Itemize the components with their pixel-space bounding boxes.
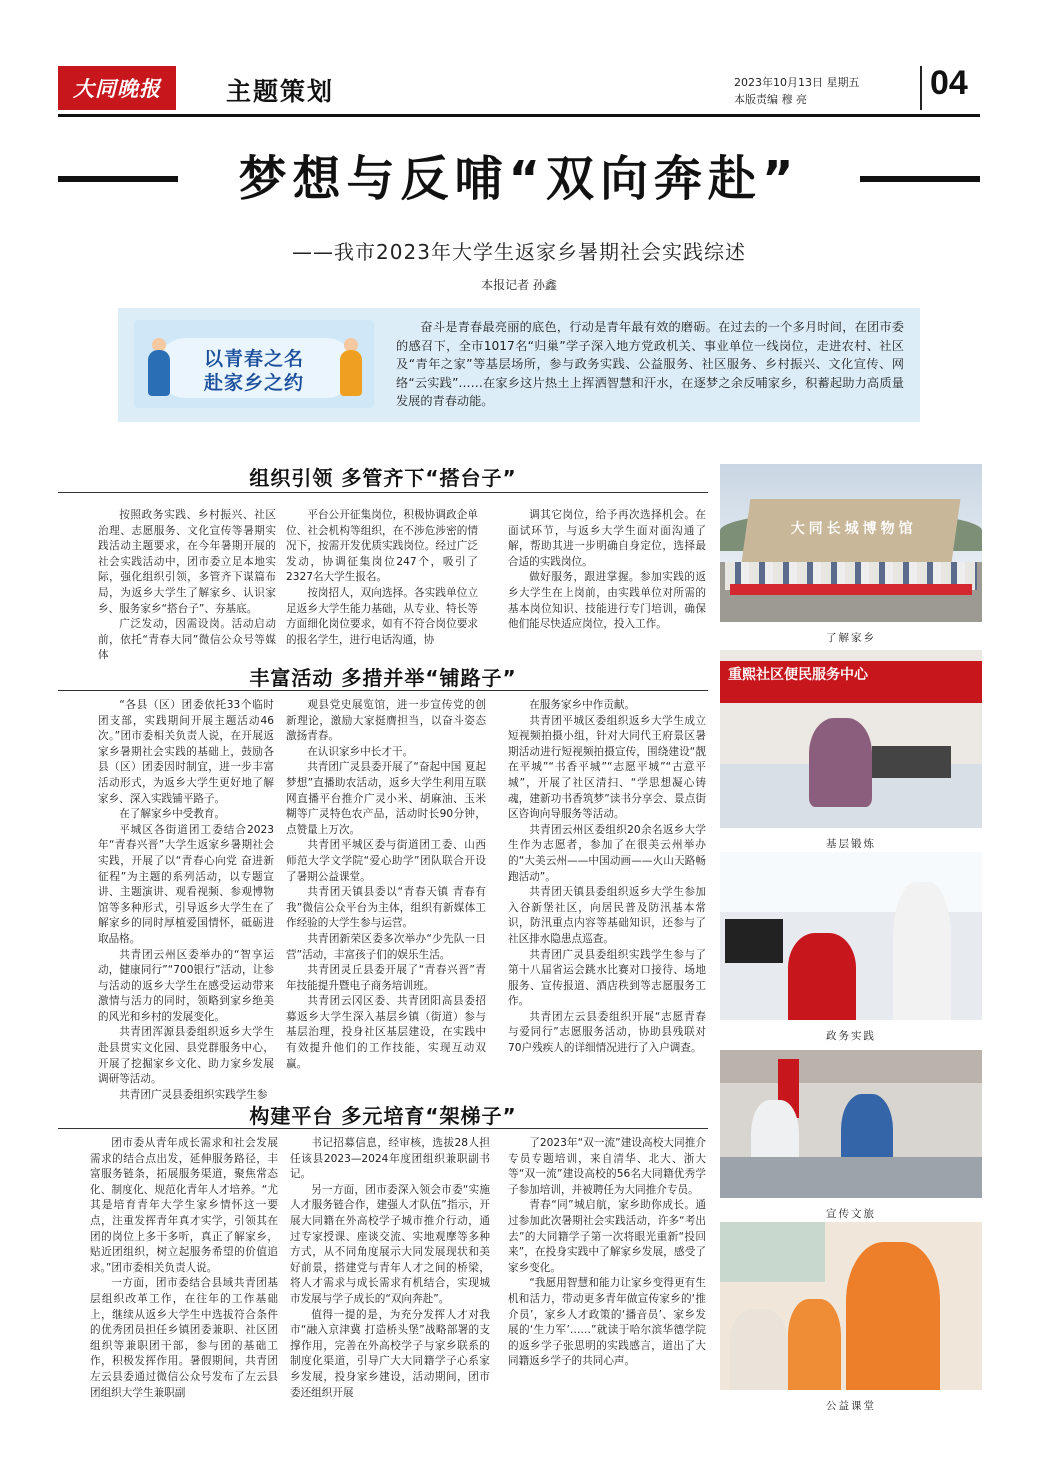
photo-table [720,1157,982,1198]
photo-board [720,1222,825,1282]
paragraph: 共青团云冈区委、共青团阳高县委招募返乡大学生深入基层乡镇（街道）参与基层治理，投身社区基层建设，在实践中有效提升他们的工作技能，实现互动双赢。 [286,995,486,1070]
photo-promotion [720,1050,982,1198]
paragraph: 按照政务实践、乡村振兴、社区治理、志愿服务、文化宣传等暑期实践活动主题要求，在今年暑期开展的社会实践活动中，团市委立足本地实际，强化组织引领，多管齐下谋篇布局，为返乡大学生了解家乡、认识家乡、服务家乡“搭台子”、夯基底。 [98,509,276,615]
page-number: 04 [930,64,968,102]
paragraph: 按岗招人，双向选择。各实践单位立足返乡大学生能力基础，从专业、特长等方面细化岗位要求，如有不符合岗位要求的报名学生，进行电话沟通，协 [286,586,478,646]
paragraph: 共青团广灵县委组织实践学生参与了第十八届省运会跳水比赛对口接待、场地服务、宣传报道、酒店秩到等志愿服务工作。 [508,948,706,1008]
section-name: 主题策划 [226,77,335,106]
photo-volunteer [788,933,856,1020]
section3-col3 [508,1136,706,1436]
photo-ceiling [720,1050,982,1083]
paragraph: 书记招募信息，经审核，选拔28人担任该县2023—2024年度团组织兼职副书记。 [290,1137,490,1181]
paragraph: 共青团广灵县委组织实践学生参 [119,1088,268,1101]
photo-monitor [725,919,783,963]
section2-col2 [286,698,486,1080]
paragraph: 共青团新荣区委多次举办“少先队一日营”活动，丰富孩子们的娱乐生活。 [286,932,486,961]
section3-rule [58,1128,708,1129]
paragraph: 做好服务，跟进掌握。参加实践的返乡大学生在上岗前，由实践单位对所需的基本岗位知识、技能进行专门培训，确保他们能尽快适应岗位，投入工作。 [508,571,706,631]
section1-col1 [98,508,276,662]
section3-heading: 构建平台 多元培育“架梯子” [249,1104,517,1128]
intro-box [118,308,920,422]
masthead [58,62,980,114]
section2-col3 [508,698,706,1080]
edition-info [734,74,860,108]
photo-service [720,852,982,1020]
section1-col2 [286,508,478,648]
paragraph: 共青团浑源县委组织返乡大学生赴县贯实文化园、县党群服务中心，开展了挖掘家乡文化、助力家乡发展调研等活动。 [98,1026,274,1086]
photo-laptop [872,746,951,778]
section2-col1 [98,698,274,1101]
section3-col1 [90,1136,278,1436]
paragraph: 共青团天镇县委组织返乡大学生参加入谷新堡社区，向居民普及防汛基本常识，防汛重点内容等基础知识，还参与了社区排水隐患点巡查。 [508,886,706,945]
byline: 本报记者 孙鑫 [481,278,557,292]
paragraph: 广泛发动，因需设岗。活动启动前，依托“青春大同”微信公众号等媒体 [98,618,276,662]
paragraph: 青春“同”城启航，家乡助你成长。通过参加此次暑期社会实践活动，许多“考出去”的大同籍学子第一次将眼光重新“投回来”，在投身实践中了解家乡发展，感受了家乡变化。 [508,1199,706,1274]
masthead-rule [58,114,980,117]
paragraph: 平台公开征集岗位，积极协调政企单位、社会机构等组织，在不涉危涉密的情况下，按需开发优质实践岗位。经过广泛发动，协调征集岗位247个，吸引了2327名大学生报名。 [286,509,478,584]
photo-banner [730,584,971,595]
paragraph: 观县党史展览馆，进一步宣传党的创新理论，激励大家挺膺担当，以奋斗姿态激扬青春。 [286,699,486,743]
section3-col2 [290,1136,490,1436]
paragraph: 共青团云州区委举办的“智享运动，健康同行”“700银行”活动，让参与活动的返乡大学生在感受运动带来激情与活力的同时，领略到家乡绝美的风光和乡村的发展变化。 [98,948,274,1023]
paragraph: 共青团广灵县委开展了“奋起中国 夏起梦想”直播助农活动，返乡大学生利用互联网直播平台推介广灵小米、胡麻油、玉米糊等广灵特色农产品，活动时长90分钟，点赞量上万次。 [286,761,486,836]
paragraph: 值得一提的是，为充分发挥人才对我市“融入京津冀 打造桥头堡”战略部署的支撑作用，完善在外高校学子与家乡联系的制度化渠道，引导广大大同籍学子心系家乡发展，投身家乡建设，活动期间，团市委还组织开展 [290,1308,490,1399]
intro-text: 奋斗是青春最亮丽的底色，行动是青年最有效的磨砺。在过去的一个多月时间，在团市委的感召下，全市1017名“归巢”学子深入地方党政机关、事业单位一线岗位，走进农村、社区及“青年之家”等基层场所，参与政务实践、公益服务、社区服务、乡村振兴、文化宣传、网络“云实践”……在家乡这片热土上挥洒智慧和汗水，在逐梦之余反哺家乡，积蓄起助力高质量发展的青春动能。 [396,320,904,409]
photo-community [720,650,982,828]
photo-museum [720,464,982,622]
paragraph: 共青团平城区委组织返乡大学生成立短视频拍摄小组，针对大同代王府景区暑期活动进行短视频拍摄宣传，围绕建设“靓在平城”“书香平城”“志愿平城”“古意平城”，开展了社区清扫、“学思想凝心铸魂，建新功书香筑梦”读书分享会、景点街区咨询向导服务等活动。 [508,714,706,821]
paragraph: 在了解家乡中受教育。 [119,808,226,821]
section2-rule [58,690,708,691]
page-editor: 本版责编 穆 亮 [734,93,807,106]
paragraph: 一方面，团市委结合县域共青团基层组织改革工作，在往年的工作基础上，继续从返乡大学生中选拔符合条件的优秀团员担任乡镇团委兼职、社区团组织等兼职团干部，参与团的基础工作，积极发挥作用。暑假期间，共青团左云县委通过微信公众号发布了左云县团组织大学生兼职副 [90,1277,278,1399]
museum-sign: 大同长城博物馆 [790,520,917,537]
section1-col3 [508,508,706,648]
photo-teacher [846,1242,940,1390]
paragraph: 共青团左云县委组织开展“志愿青春 与爱同行”志愿服务活动，协助县残联对70户残疾人的详细情况进行了入户调查。 [508,1010,706,1055]
paragraph: 调其它岗位，给予再次选择机会。在面试环节，与返乡大学生面对面沟通了解，帮助其进一步明确自身定位，选择最合适的实践岗位。 [508,509,706,568]
photo-caption-4: 宣传文旅 [826,1208,876,1220]
paragraph: 团市委从青年成长需求和社会发展需求的结合点出发，延伸服务路径，丰富服务链条，拓展服务渠道，聚焦常态化、制度化、规范化青年人才培养。“尤其是培育青年大学生家乡情怀这一要点，注重发挥青年真才实学，引领其在团的岗位上多干多听，真正了解家乡，贴近团组织，树立起服务希望的价值追求。”团市委相关负责人说。 [90,1137,278,1274]
photo-caption-2: 基层锻炼 [826,838,876,850]
issue-date: 2023年10月13日 星期五 [734,76,860,89]
paragraph: 共青团平城区委与街道团工委、山西师范大学文学院“爱心助学”团队联合开设了暑期公益课堂。 [286,839,486,883]
newspaper-logo: 大同晚报 [58,66,176,110]
photo-caption-3: 政务实践 [826,1030,876,1042]
photo-caption-1: 了解家乡 [826,632,876,644]
banner-line1: 以青春之名 [203,348,304,370]
intro-banner-illustration [134,320,374,408]
photo-resident [893,882,951,1020]
paragraph: 在认识家乡中长才干。 [307,745,414,758]
paragraph: 共青团天镇县委以“青春天镇 青春有我”微信公众平台为主体，组织有新媒体工作经验的大学生参与运营。 [286,886,486,930]
photo-classroom [720,1222,982,1390]
headline: 梦想与反哺“双向奔赴” [238,151,800,207]
paragraph: 另一方面，团市委深入领会市委“实施人才服务链合作，建强人才队伍”指示，开展大同籍在外高校学子城市推介行动，通过专家授课、座谈交流、实地观摩等多种方式，从不同角度展示大同发展现状和美好前景，搭建党与青年人才之间的桥梁，将人才需求与成长需求有机结合，实现城市发展与学子成长的“双向奔赴”。 [290,1183,490,1305]
page-divider [920,66,922,110]
paragraph: 平城区各街道团工委结合2023年“青春兴晋”大学生返家乡暑期社会实践，开展了以“青春心向党 奋进新征程”为主题的系列活动，以专题宣讲、主题演讲、观看视频、参观博物馆等多种形式，引导返乡大学生在了解家乡的同时厚植爱国情怀，砥砺进取品格。 [98,823,274,945]
section1-heading: 组织引领 多管齐下“搭台子” [249,466,517,490]
paragraph: 共青团灵丘县委开展了“青春兴晋”青年技能提升暨电子商务培训班。 [286,964,486,992]
photo-person [809,718,872,807]
paragraph: 了2023年“双一流”建设高校大同推介专员专题培训，来自清华、北大、浙大等“双一流”建设高校的56名大同籍优秀学子参加培训，并被聘任为大同推介专员。 [508,1137,706,1196]
community-sign-text: 重熙社区便民服务中心 [728,667,868,683]
section2-heading: 丰富活动 多措并举“铺路子” [249,666,517,690]
paragraph: 在服务家乡中作贡献。 [529,699,636,711]
paragraph: “各县（区）团委依托33个临时团支部，实践期间开展主题活动46次。”团市委相关负责人说，在开展返家乡暑期社会实践的基础上，鼓励各县（区）团委因时制宜，进一步丰富活动形式，为返乡大学生更好地了解家乡、深入实践铺平路子。 [98,699,274,805]
section1-rule [58,492,708,493]
photo-child [730,1309,788,1390]
paragraph: “我愿用智慧和能力让家乡变得更有生机和活力，带动更多青年做宣传家乡的‘推介员’，家乡人才政策的‘播音员’、家乡发展的‘生力军’……”就读于哈尔滨华德学院的返乡学子张思明的实践感言，道出了大同籍返乡学子的共同心声。 [508,1277,706,1368]
paragraph: 共青团云州区委组织20余名返乡大学生作为志愿者，参加了在很美云州举办的“大美云州——中国动画——火山天路畅跑活动”。 [508,823,706,883]
banner-line2: 赴家乡之约 [203,372,304,394]
subheadline: ——我市2023年大学生返家乡暑期社会实践综述 [292,240,746,264]
photo-child [788,1299,840,1390]
photo-caption-5: 公益课堂 [826,1400,876,1412]
